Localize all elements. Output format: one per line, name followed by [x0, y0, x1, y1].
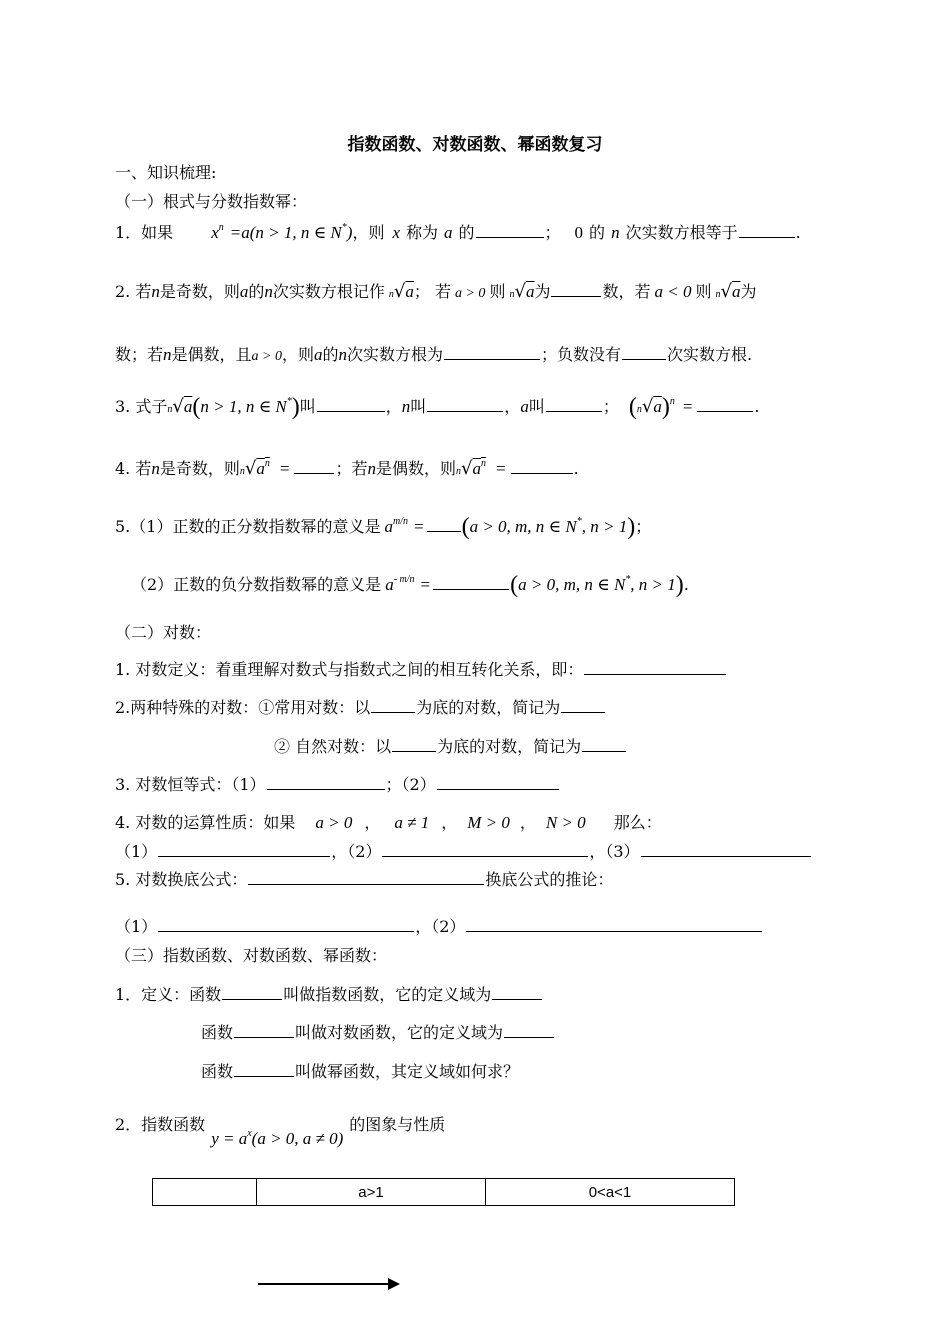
- math-n: n: [151, 459, 160, 478]
- math-a: a: [239, 282, 249, 301]
- q3-text-g: ；: [602, 397, 619, 416]
- blank[interactable]: [427, 517, 461, 532]
- blank[interactable]: [504, 1023, 554, 1038]
- log-properties: [115, 812, 662, 834]
- arrow-line: [258, 1283, 390, 1285]
- log-special-natural: [274, 736, 627, 758]
- math-n-sup: n: [218, 222, 224, 233]
- f3-text-a: 函数: [201, 1062, 234, 1081]
- radical-index: n: [509, 289, 515, 300]
- function-def-exp: [115, 984, 543, 1006]
- table-header-blank: [153, 1179, 257, 1206]
- arrow-right-icon: [388, 1278, 400, 1290]
- math-x-sup: x: [247, 1128, 252, 1139]
- q2b-text-b: 是偶数，且: [171, 345, 252, 364]
- q2-text-c: 的: [248, 282, 265, 301]
- math-n: n: [401, 397, 411, 416]
- math-n: n: [163, 345, 172, 364]
- q1-text-e: ；: [544, 223, 561, 242]
- q2b-text-g: 次实数方根.: [667, 345, 753, 364]
- q2-text-b: 是奇数，则: [159, 282, 240, 301]
- q2-text-g: 为: [534, 282, 551, 301]
- math-star: *: [341, 222, 347, 233]
- q2b-text-a: 数；若: [115, 345, 164, 364]
- q1-text-h: .: [795, 223, 801, 242]
- math-n: n: [338, 345, 348, 364]
- q3-text-c: ，: [385, 397, 402, 416]
- log-definition: [115, 659, 727, 681]
- fraction-numerator: - m: [393, 574, 407, 585]
- math-n: n: [367, 459, 376, 478]
- section-heading-1: 一、知识梳理:: [115, 163, 217, 182]
- math-m-over-n: m/n: [392, 516, 408, 527]
- math-q3-cond: n > 1, n ∈ N: [200, 397, 287, 416]
- q2b-text-f: ；负数没有: [541, 345, 622, 364]
- l3-text-a: 3. 对数恒等式：（1）: [115, 775, 266, 794]
- radical-sign: √: [720, 281, 732, 302]
- math-star: *: [625, 574, 631, 585]
- blank[interactable]: [427, 397, 503, 412]
- l4b-text-a: （1）: [115, 842, 158, 861]
- l5-text-b: 换底公式的推论：: [485, 870, 614, 889]
- q5b-text-a: （2）正数的负分数指数幂的意义是: [131, 575, 382, 594]
- blank[interactable]: [234, 1062, 294, 1077]
- math-rparen: ): [346, 223, 353, 242]
- radical-sign: √: [641, 396, 654, 417]
- radicand: a: [731, 282, 741, 301]
- l4-text-a: 4. 对数的运算性质：如果: [115, 813, 296, 832]
- blank[interactable]: [392, 737, 436, 752]
- radical-nth-root-a-n: [240, 459, 270, 478]
- paren-right: ): [661, 394, 670, 420]
- radical-sign: √: [514, 281, 526, 302]
- radical-index: n: [636, 404, 642, 415]
- blank[interactable]: [294, 459, 334, 474]
- blank[interactable]: [248, 870, 484, 885]
- q1-text-g: 次实数方根等于: [625, 223, 738, 242]
- q5a-text-b: ；: [635, 517, 652, 536]
- table-header-a-between-0-1: 0<a<1: [486, 1179, 735, 1206]
- math-a: a: [520, 397, 529, 416]
- blank[interactable]: [551, 282, 601, 297]
- blank[interactable]: [622, 345, 666, 360]
- q2b-text-e: 次实数方根为: [347, 345, 444, 364]
- log-change-of-base: [115, 869, 613, 891]
- math-eq: =: [420, 575, 431, 594]
- q4-text-d: 是偶数，则: [375, 459, 456, 478]
- math-q5-cond: a > 0, m, n ∈ N: [518, 575, 626, 594]
- blank[interactable]: [582, 737, 626, 752]
- q1-text-d: 的: [458, 223, 475, 242]
- radical-nth-root-a: [509, 282, 534, 301]
- math-x: x: [211, 223, 219, 242]
- paren-left: (: [461, 514, 470, 540]
- subsection-heading-logarithms: （二）对数：: [115, 623, 212, 642]
- q3-text-d: 叫: [410, 397, 427, 416]
- fraction-numerator: m: [392, 516, 401, 527]
- radical-index: n: [167, 404, 173, 415]
- subsection-heading-radicals: （一）根式与分数指数幂：: [115, 192, 308, 211]
- blank[interactable]: [158, 917, 414, 932]
- f4-text-b: 的图象与性质: [349, 1115, 446, 1134]
- radical-index: n: [715, 289, 721, 300]
- log-definition-text: 1. 对数定义：着重理解对数式与指数式之间的相互转化关系，即：: [115, 660, 584, 679]
- q2-text-i: 则: [695, 282, 712, 301]
- l2b-text-a: ② 自然对数：以: [274, 737, 392, 756]
- page-title: 指数函数、对数函数、幂函数复习: [347, 135, 603, 155]
- radical-nth-root-a: [715, 282, 740, 301]
- radical-sign: √: [244, 458, 257, 479]
- q2-text-f: 则: [489, 282, 506, 301]
- blank[interactable]: [561, 698, 605, 713]
- paren-right: ): [675, 572, 684, 598]
- subsection-heading-functions: （三）指数函数、对数函数、幂函数：: [115, 946, 388, 965]
- math-a-gt-0: a > 0: [251, 349, 282, 364]
- math-q5-tail: , n > 1: [581, 517, 628, 536]
- math-a: a: [384, 517, 393, 536]
- math-n: n: [611, 223, 620, 242]
- math-star: *: [576, 516, 582, 527]
- radical-index: n: [388, 289, 394, 300]
- radical-sign: √: [393, 281, 406, 302]
- math-eq: =: [413, 517, 424, 536]
- q2-text-a: 2. 若: [115, 282, 152, 301]
- f1-text-b: 叫做指数函数，它的定义域为: [283, 985, 492, 1004]
- math-a: a: [444, 223, 453, 242]
- log-change-of-base-corollary: [115, 916, 763, 938]
- l4-text-d: ，: [519, 813, 536, 832]
- q2b-text-c: ，则: [281, 345, 314, 364]
- math-a-ne-1: a ≠ 1: [394, 813, 430, 832]
- q4-text-c: ；若: [335, 459, 368, 478]
- f3-text-b: 叫做幂函数，其定义域如何求？: [295, 1062, 520, 1081]
- q2-text-j: 为: [740, 282, 757, 301]
- math-a-gt-0: a > 0: [315, 813, 353, 832]
- question-3: [115, 396, 760, 421]
- log-special: [115, 697, 606, 719]
- f2-text-a: 函数: [201, 1023, 234, 1042]
- l2b-text-b: 为底的对数，简记为: [437, 737, 582, 756]
- math-m-gt-0: M > 0: [467, 813, 510, 832]
- blank[interactable]: [466, 917, 762, 932]
- radical-sign: √: [172, 396, 184, 417]
- radical-nth-root-a: [167, 397, 192, 416]
- question-5-2: [131, 574, 689, 599]
- blank[interactable]: [641, 842, 811, 857]
- question-2-cont: [115, 344, 752, 368]
- blank[interactable]: [317, 397, 385, 412]
- l2-text-b: 为底的对数，简记为: [416, 698, 561, 717]
- blank[interactable]: [433, 575, 509, 590]
- q3-text-h: .: [754, 397, 760, 416]
- l2-text-a: 2.两种特殊的对数：①常用对数：以: [115, 698, 371, 717]
- l3-text-b: ；（2）: [385, 775, 436, 794]
- math-a: a: [385, 575, 394, 594]
- radicand: a: [653, 397, 662, 416]
- math-y-eq-a: y = a: [211, 1129, 248, 1148]
- exp-function-graph-heading: [115, 1114, 446, 1148]
- math-a-gt-0: a > 0: [454, 286, 486, 301]
- q4-text-e: .: [573, 459, 579, 478]
- math-n-sup: n: [669, 396, 675, 407]
- math-exp-cond: (a > 0, a ≠ 0): [251, 1129, 344, 1148]
- fraction-denominator: n: [402, 516, 408, 527]
- math-n-sup: n: [480, 458, 486, 469]
- radicand: a: [472, 459, 481, 478]
- blank[interactable]: [492, 985, 542, 1000]
- q2-text-d: 次实数方根记作: [272, 282, 385, 301]
- math-x2: x: [392, 223, 400, 242]
- q3-text-f: 叫: [528, 397, 545, 416]
- table-header-a-gt-1: a>1: [257, 1179, 486, 1206]
- question-5-1: [115, 516, 651, 541]
- radical-index: n: [455, 466, 461, 477]
- blank[interactable]: [584, 660, 726, 675]
- q4-text-a: 4. 若: [115, 459, 152, 478]
- math-exp-function: [211, 1129, 343, 1148]
- math-a-lt-0: a < 0: [654, 282, 692, 301]
- math-a: a: [314, 345, 323, 364]
- blank[interactable]: [437, 775, 559, 790]
- math-n-gt-0: N > 0: [545, 813, 586, 832]
- l5b-text-b: ，（2）: [415, 917, 466, 936]
- paren-right: ): [627, 514, 636, 540]
- blank[interactable]: [739, 223, 795, 238]
- paren-left: (: [628, 394, 637, 420]
- question-4: [115, 458, 579, 483]
- q1-text-a: 1．如果: [115, 223, 174, 242]
- blank[interactable]: [511, 459, 573, 474]
- l4b-text-b: ，（2）: [331, 842, 382, 861]
- f1-text-a: 1．定义：函数: [115, 985, 222, 1004]
- math-q1-eq: =a(n > 1, n ∈ N: [229, 223, 342, 242]
- radicand: a: [256, 459, 265, 478]
- blank[interactable]: [158, 842, 330, 857]
- q1-text-f: 的: [589, 223, 606, 242]
- function-def-power: [201, 1061, 519, 1083]
- blank[interactable]: [222, 985, 282, 1000]
- table-row: [153, 1179, 735, 1206]
- function-def-log: [201, 1022, 555, 1044]
- math-eq: =: [495, 459, 506, 478]
- f4-text-a: 2．指数函数: [115, 1115, 206, 1134]
- math-n: n: [264, 282, 273, 301]
- math-q5-cond: a > 0, m, n ∈ N: [469, 517, 577, 536]
- q3-text-b: 叫: [299, 397, 316, 416]
- f2-text-b: 叫做对数函数，它的定义域为: [295, 1023, 504, 1042]
- q2b-text-d: 的: [322, 345, 339, 364]
- q5b-text-b: .: [683, 575, 689, 594]
- math-eq: =: [279, 459, 290, 478]
- radicand: a: [525, 282, 535, 301]
- blank[interactable]: [546, 397, 602, 412]
- l5b-text-a: （1）: [115, 917, 158, 936]
- blank[interactable]: [267, 775, 385, 790]
- l4-text-c: ，: [441, 813, 458, 832]
- blank[interactable]: [476, 223, 544, 238]
- question-1: [115, 222, 801, 247]
- blank[interactable]: [697, 397, 753, 412]
- math-star: *: [286, 396, 292, 407]
- paren-right: ): [291, 394, 300, 420]
- log-identity: [115, 774, 560, 796]
- math-neg-m-over-n: - m/n: [393, 574, 415, 585]
- radical-nth-root-a: [389, 282, 414, 301]
- q3-text-a: 3. 式子: [115, 397, 168, 416]
- math-zero: 0: [574, 223, 584, 242]
- blank[interactable]: [234, 1023, 294, 1038]
- math-eq: =: [682, 397, 693, 416]
- log-properties-blanks: [115, 841, 812, 863]
- q1-text-c: 称为: [406, 223, 439, 242]
- l5-text-a: 5. 对数换底公式：: [115, 870, 248, 889]
- radical-sign: √: [460, 458, 473, 479]
- math-n: n: [151, 282, 160, 301]
- l4-text-b: ，: [364, 813, 381, 832]
- q1-text-b: ，则: [352, 223, 385, 242]
- paren-left: (: [192, 394, 201, 420]
- q2-text-e: ； 若: [413, 282, 451, 301]
- question-2: [115, 281, 756, 306]
- q5a-text-a: 5.（1）正数的正分数指数幂的意义是: [115, 517, 381, 536]
- exp-properties-table: [152, 1178, 735, 1206]
- math-q5-tail: , n > 1: [630, 575, 676, 594]
- q3-text-e: ，: [504, 397, 521, 416]
- fraction-denominator: n: [409, 574, 415, 585]
- radicand: a: [183, 397, 193, 416]
- radicand: a: [405, 282, 414, 301]
- blank[interactable]: [371, 698, 415, 713]
- q2-text-h: 数，若: [602, 282, 651, 301]
- q4-text-b: 是奇数，则: [159, 459, 240, 478]
- radical-nth-root-a-n: [456, 459, 486, 478]
- blank[interactable]: [382, 842, 588, 857]
- l4b-text-c: ，（3）: [589, 842, 640, 861]
- l4-text-e: 那么：: [613, 813, 662, 832]
- math-n-sup: n: [264, 458, 270, 469]
- paren-left: (: [510, 572, 519, 598]
- radical-index: n: [239, 466, 245, 477]
- blank[interactable]: [444, 345, 540, 360]
